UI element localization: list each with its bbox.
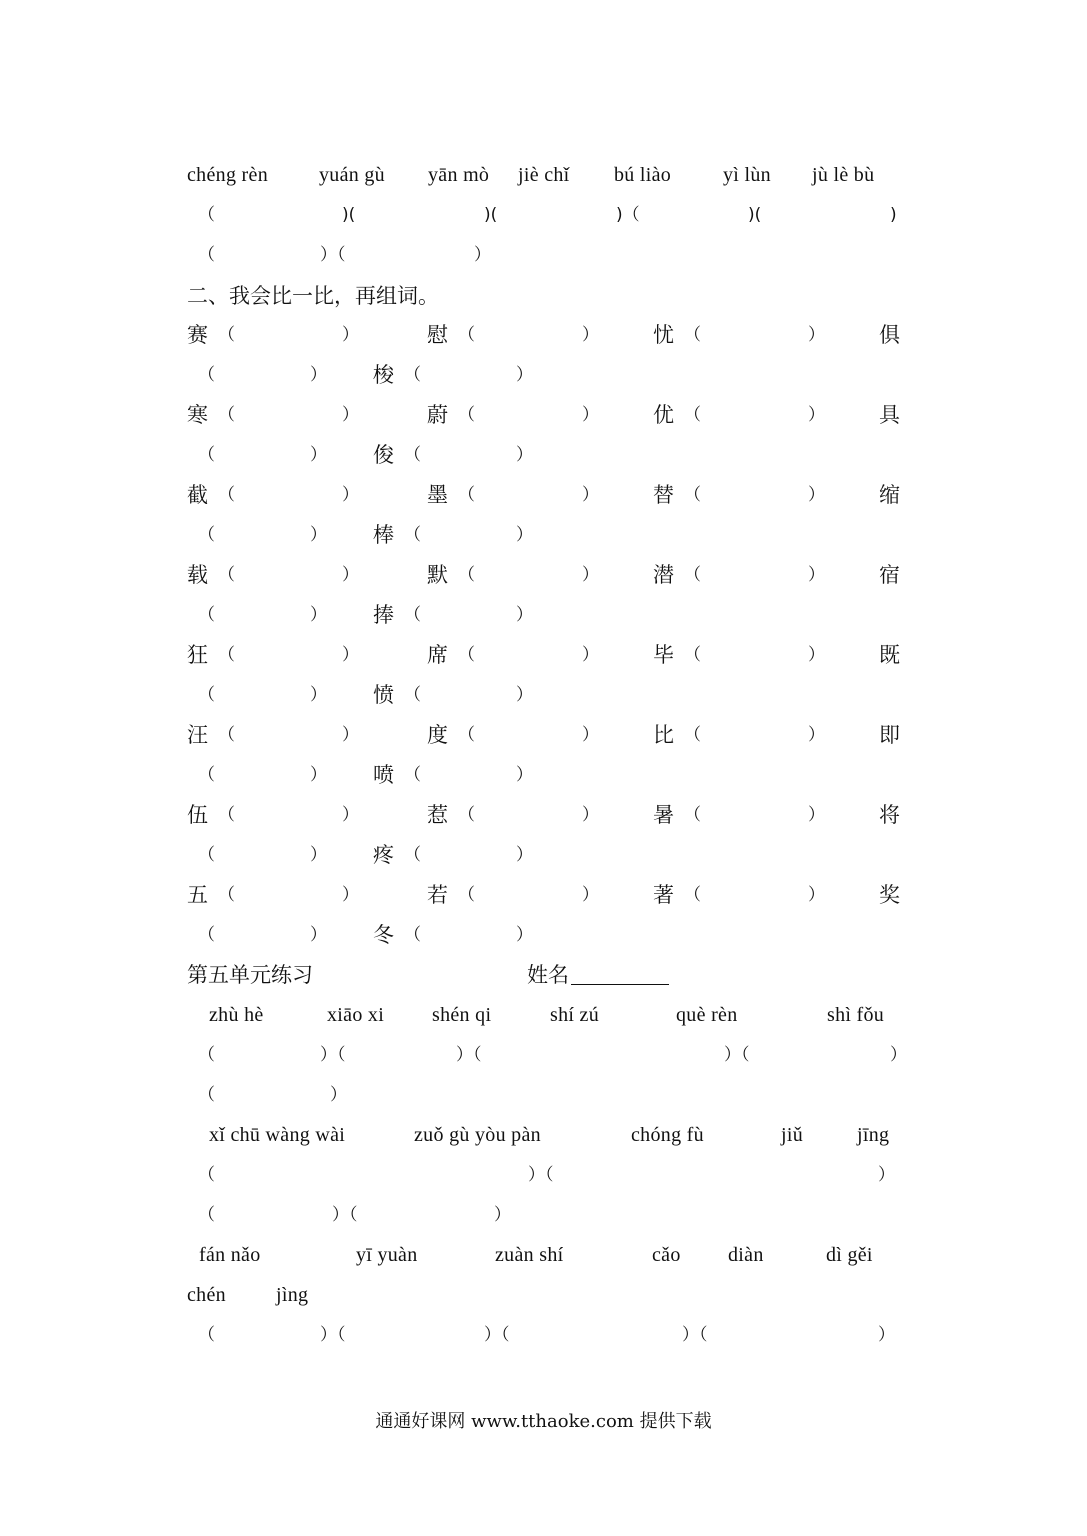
char: 五 <box>187 883 208 907</box>
pinyin-word: jīng <box>857 1124 890 1146</box>
char: 喷 <box>373 763 394 787</box>
char: 截 <box>187 483 208 507</box>
char: 惹 <box>427 803 448 827</box>
pinyin-word: cǎo <box>652 1244 681 1266</box>
char: 狂 <box>187 643 208 667</box>
pinyin-word: fán nǎo <box>199 1244 261 1266</box>
char: 赛 <box>187 323 208 347</box>
char: 捧 <box>373 603 394 627</box>
char: 载 <box>187 563 208 587</box>
pinyin-word: jiè chǐ <box>518 164 570 186</box>
char: 著 <box>653 883 674 907</box>
pinyin-word: bú liào <box>614 164 672 186</box>
char: 棒 <box>373 523 394 547</box>
pinyin-word: zhù hè <box>209 1004 264 1026</box>
char: 暑 <box>653 803 674 827</box>
pinyin-word: chóng fù <box>631 1124 704 1146</box>
char: 比 <box>653 723 674 747</box>
char: 俱 <box>879 323 900 347</box>
char: 缩 <box>879 483 900 507</box>
char: 优 <box>653 403 674 427</box>
char: 疼 <box>373 843 394 867</box>
pinyin-word: xiāo xi <box>327 1004 385 1026</box>
char: 默 <box>427 563 448 587</box>
char: 俊 <box>373 443 394 467</box>
pinyin-word: dì gěi <box>826 1244 873 1266</box>
char: 寒 <box>187 403 208 427</box>
char: 宿 <box>879 563 900 587</box>
char: 既 <box>879 643 900 667</box>
name-label: 姓名 <box>527 963 569 987</box>
char: 忧 <box>653 323 674 347</box>
pinyin-word: shí zú <box>550 1004 600 1026</box>
char: 愤 <box>373 683 394 707</box>
pinyin-word: yī yuàn <box>356 1244 418 1266</box>
pinyin-word: chéng rèn <box>187 164 268 186</box>
worksheet-page: chéng rèn yuán gù yān mò jiè chǐ bú liào yì lùn jù lè bù （ )( )( )（ )( ) （ ）（ ） 二、我会比一比，再组词。 赛 （ ） 慰 （ ） 忧 （ ） 俱 （ ） 梭 （ ） 寒 （ ） 蔚 （ ） 优 （ ） 具 （ ） 俊 （ ） 截 （ ） 墨 （ ） 替 （ ） 缩 （ ） 棒 （ ） 载 （ ） 默 （ ） 潜 （ ） 宿 （ ） 捧 （ ） 狂 （ ） 席 （ ） 毕 （ ） 既 （ ） 愤 （ ） 汪 （ ） 度 （ ） 比 （ ） 即 （ ） 喷 （ ） 伍 （ ） 惹 （ ） 暑 （ ） 将 （ ） 疼 （ ） 五 （ ） 若 （ ） 著 （ ） 奖 （ ） 冬 （ ） 第五单元练习 姓名 zhù hè xiāo xi shén qi shí zú què rèn shì fǒu （ ）（ ）（ ）（ ） （ ） xǐ chū wàng wài zuǒ gù yòu pàn chóng fù jiǔ jīng （ ）（ ） （ ）（ ） fán nǎo yī yuàn zuàn shí cǎo diàn dì gěi chén jìng （ ）（ ）（ ）（ ） 通通好课网 www.tthaoke.com 提供下载 <box>0 0 1087 1536</box>
char: 即 <box>879 723 900 747</box>
pinyin-word: zuàn shí <box>495 1244 564 1266</box>
name-underline <box>571 984 669 985</box>
char: 席 <box>427 643 448 667</box>
char: 慰 <box>427 323 448 347</box>
unit5-title: 第五单元练习 <box>187 963 313 987</box>
char: 冬 <box>373 923 394 947</box>
pinyin-word: jìng <box>276 1284 309 1306</box>
pinyin-word: chén <box>187 1284 226 1306</box>
pinyin-word: zuǒ gù yòu pàn <box>414 1124 541 1146</box>
footer-text: 通通好课网 www.tthaoke.com 提供下载 <box>375 1411 712 1432</box>
char: 将 <box>879 803 900 827</box>
char: 伍 <box>187 803 208 827</box>
pinyin-word: yì lùn <box>723 164 771 186</box>
footer <box>0 1407 1087 1437</box>
char: 汪 <box>187 723 208 747</box>
char: 蔚 <box>427 403 448 427</box>
char: 具 <box>879 403 900 427</box>
pinyin-word: shén qi <box>432 1004 492 1026</box>
pinyin-word: shì fǒu <box>827 1004 885 1026</box>
char: 梭 <box>373 363 394 387</box>
pinyin-word: jù lè bù <box>812 164 875 186</box>
pinyin-word: què rèn <box>676 1004 738 1026</box>
char: 毕 <box>653 643 674 667</box>
char: 潜 <box>653 563 674 587</box>
pinyin-word: xǐ chū wàng wài <box>209 1124 346 1146</box>
pinyin-word: yān mò <box>428 164 490 186</box>
char: 替 <box>653 483 674 507</box>
pinyin-word: jiǔ <box>781 1124 804 1146</box>
char: 奖 <box>879 883 900 907</box>
char: 墨 <box>427 483 448 507</box>
char: 若 <box>427 883 448 907</box>
char: 度 <box>427 723 448 747</box>
pinyin-word: yuán gù <box>319 164 385 186</box>
pinyin-word: diàn <box>728 1244 764 1266</box>
